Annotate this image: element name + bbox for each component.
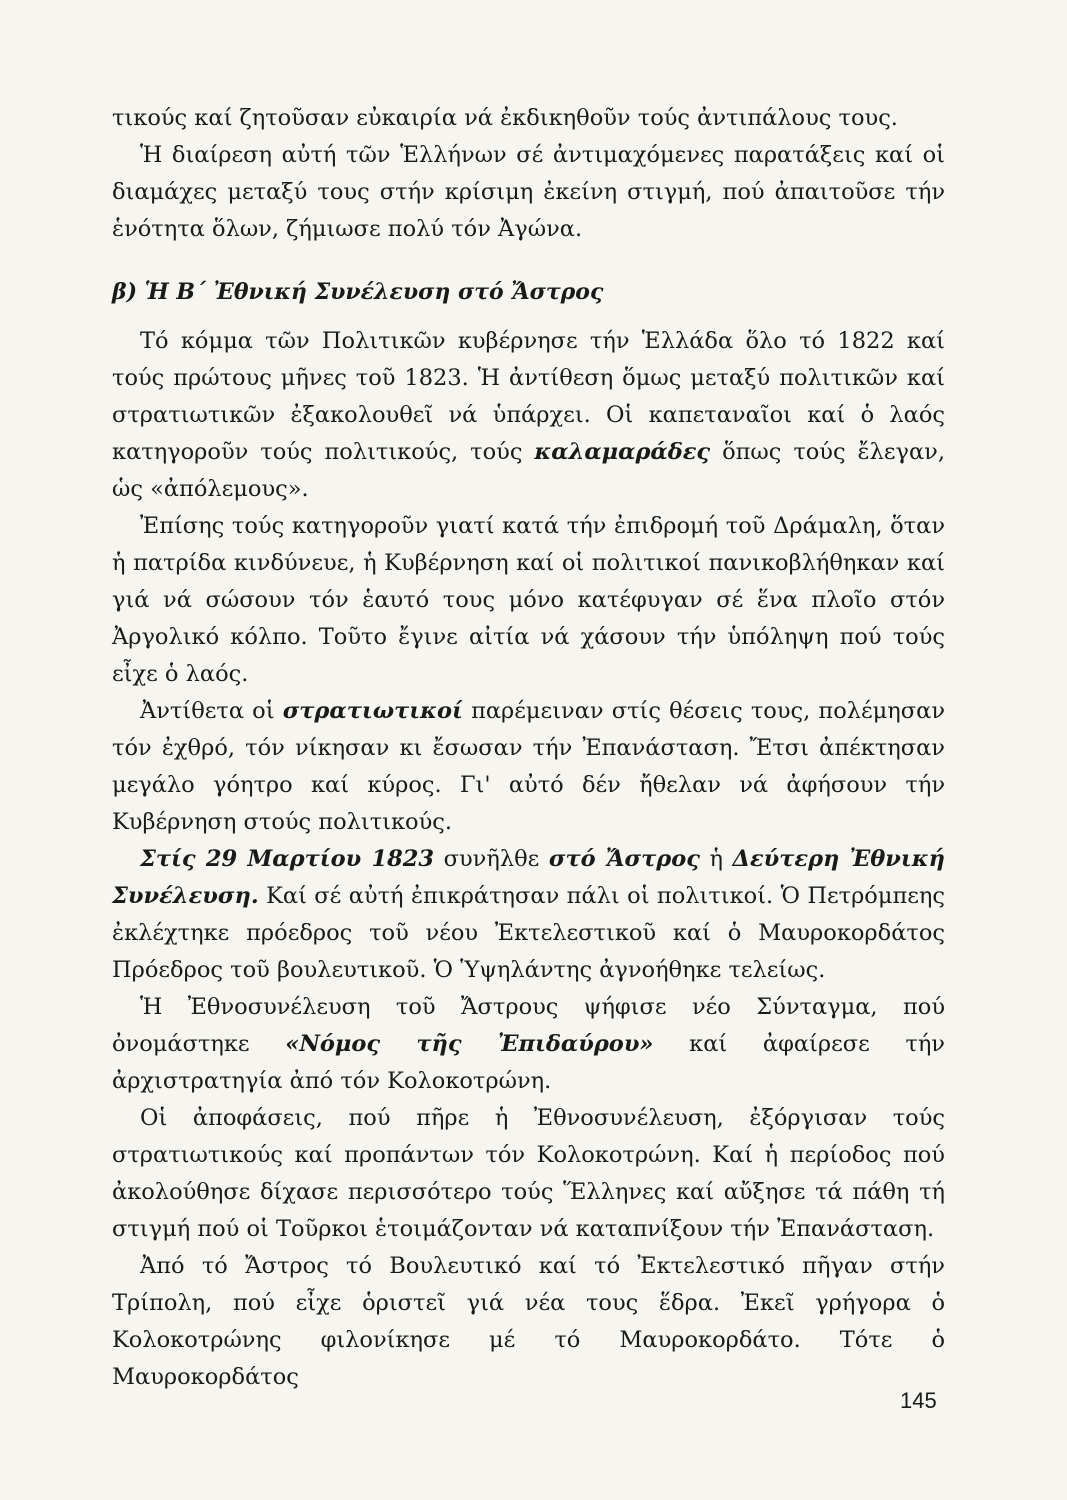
paragraph-5-text-a: Ἀντίθετα οἱ	[140, 698, 283, 724]
paragraph-2	[112, 137, 945, 248]
paragraph-6-text-a: συνῆλθε	[434, 846, 549, 872]
paragraph-7-text-a: Ἡ Ἐθνοσυνέλευση τοῦ Ἄστρους ψήφισε νέο Σύνταγμα, πού ὀνομάστηκε	[112, 994, 945, 1057]
paragraph-3-emphasis: καλαμαράδες	[534, 439, 711, 465]
paragraph-9	[112, 1248, 945, 1396]
paragraph-6-text-b: ἡ	[699, 846, 733, 872]
section-heading	[112, 274, 945, 311]
paragraph-8	[112, 1100, 945, 1248]
paragraph-6	[112, 841, 945, 989]
paragraph-6-place: στό Ἄστρος	[548, 846, 700, 872]
paragraph-2-text: Ἡ διαίρεση αὐτή τῶν Ἑλλήνων σέ ἀντιμαχόμενες παρατάξεις καί οἱ διαμάχες μεταξύ τους στήν κρίσιμη ἐκείνη στιγμή, πού ἀπαιτοῦσε τήν ἑνότητα ὅλων, ζήμιωσε πολύ τόν Ἀγώνα.	[112, 142, 945, 242]
paragraph-7-text-b: καί ἀφαίρεσε τήν ἀρχιστρατηγία ἀπό τόν Κολοκοτρώνη.	[112, 1031, 945, 1094]
paragraph-3-text-b: ὅπως τούς ἔλεγαν, ὡς «ἀπόλεμους».	[112, 439, 946, 502]
paragraph-6-date: Στίς 29 Μαρτίου 1823	[140, 846, 435, 872]
paragraph-7	[112, 989, 945, 1100]
paragraph-4-text: Ἐπίσης τούς κατηγοροῦν γιατί κατά τήν ἐπιδρομή τοῦ Δράμαλη, ὅταν ἡ πατρίδα κινδύνευε, ἡ Κυβέρνηση καί οἱ πολιτικοί πανικοβλήθηκαν καί γιά νά σώσουν τόν ἑαυτό τους μόνο κατέφυγαν σέ ἕνα πλοῖο στόν Ἀργολικό κόλπο. Τοῦτο ἔγινε αἰτία νά χάσουν τήν ὑπόληψη πού τούς εἶχε ὁ λαός.	[112, 513, 945, 687]
paragraph-6-assembly: Δεύτερη Ἐθνική Συνέλευση.	[112, 846, 946, 909]
paragraph-8-text: Οἱ ἀποφάσεις, πού πῆρε ἡ Ἐθνοσυνέλευση, ἐξόργισαν τούς στρατιωτικούς καί προπάντων τόν Κολοκοτρώνη. Καί ἡ περίοδος πού ἀκολούθησε δίχασε περισσότερο τούς Ἕλληνες καί αὔξησε τά πάθη τή στιγμή πού οἱ Τοῦρκοι ἑτοιμάζονταν νά καταπνίξουν τήν Ἐπανάσταση.	[112, 1105, 945, 1242]
paragraph-5	[112, 693, 945, 841]
page-number: 145	[900, 1388, 937, 1413]
paragraph-1	[112, 100, 945, 137]
paragraph-3-text-a: Τό κόμμα τῶν Πολιτικῶν κυβέρνησε τήν Ἑλλάδα ὅλο τό 1822 καί τούς πρώτους μῆνες τοῦ 1823. Ἡ ἀντίθεση ὅμως μεταξύ πολιτικῶν καί στρατιωτικῶν ἐξακολουθεῖ νά ὑπάρχει. Οἱ καπεταναῖοι καί ὁ λαός κατηγοροῦν τούς πολιτικούς, τούς	[112, 328, 945, 465]
body-text	[112, 100, 945, 1396]
paragraph-5-text-b: παρέμειναν στίς θέσεις τους, πολέμησαν τόν ἐχθρό, τόν νίκησαν κι ἔσωσαν τήν Ἐπανάσταση. Ἔτσι ἀπέκτησαν μεγάλο γόητρο καί κύρος. Γι' αὐτό δέν ἤθελαν νά ἀφήσουν τήν Κυβέρνηση στούς πολιτικούς.	[112, 698, 945, 835]
paragraph-1-text: τικούς καί ζητοῦσαν εὐκαιρία νά ἐκδικηθοῦν τούς ἀντιπάλους τους.	[112, 105, 898, 131]
paragraph-3	[112, 323, 945, 508]
paragraph-5-emphasis: στρατιωτικοί	[282, 698, 463, 724]
paragraph-7-emphasis: «Νόμος τῆς Ἐπιδαύρου»	[285, 1031, 654, 1057]
section-heading-text: β) Ἡ Β΄ Ἐθνική Συνέλευση στό Ἄστρος	[112, 279, 604, 305]
paragraph-6-text-c: Καί σέ αὐτή ἐπικράτησαν πάλι οἱ πολιτικοί. Ὁ Πετρόμπεης ἐκλέχτηκε πρόεδρος τοῦ νέου Ἐκτελεστικοῦ καί ὁ Μαυροκορδάτος Πρόεδρος τοῦ βουλευτικοῦ. Ὁ Ὑψηλάντης ἀγνοήθηκε τελείως.	[112, 883, 945, 983]
paragraph-4	[112, 508, 945, 693]
paragraph-9-text: Ἀπό τό Ἄστρος τό Βουλευτικό καί τό Ἐκτελεστικό πῆγαν στήν Τρίπολη, πού εἶχε ὁριστεῖ γιά νέα τους ἕδρα. Ἐκεῖ γρήγορα ὁ Κολοκοτρώνης φιλονίκησε μέ τό Μαυροκορδάτο. Τότε ὁ Μαυροκορδάτος	[112, 1253, 945, 1390]
